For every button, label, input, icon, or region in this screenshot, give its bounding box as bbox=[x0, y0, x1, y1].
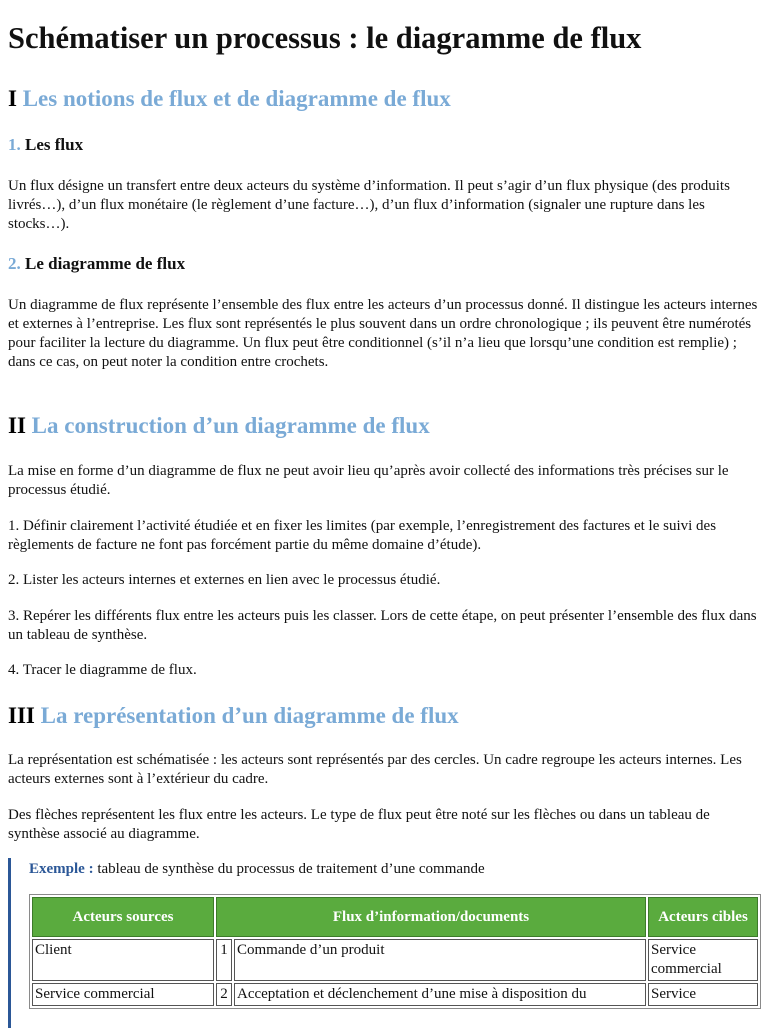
step-4: 4. Tracer le diagramme de flux. bbox=[8, 662, 197, 678]
header-acteurs-sources: Acteurs sources bbox=[32, 897, 214, 937]
example-caption bbox=[29, 860, 485, 879]
section-2-heading bbox=[8, 413, 430, 439]
section-1-number: I bbox=[8, 86, 17, 111]
section-2-number: II bbox=[8, 413, 26, 438]
synthesis-table bbox=[29, 894, 761, 1009]
cell-cible: Service bbox=[648, 983, 758, 1006]
subsection-1-heading bbox=[8, 135, 83, 155]
cell-number: 2 bbox=[216, 983, 232, 1006]
section-1-heading bbox=[8, 86, 451, 112]
section-3-number: III bbox=[8, 703, 35, 728]
table-row bbox=[32, 983, 758, 1006]
step-2: 2. Lister les acteurs internes et externes en lien avec le processus étudié. bbox=[8, 572, 441, 588]
paragraph-fleches: Des flèches représentent les flux entre les acteurs. Le type de flux peut être noté sur les flèches ou dans un tableau de synthèse associé au diagramme. bbox=[8, 807, 710, 842]
page-title: Schématiser un processus : le diagramme de flux bbox=[8, 21, 642, 55]
cell-cible: Service commercial bbox=[648, 939, 758, 981]
subsection-1-number: 1. bbox=[8, 135, 21, 154]
subsection-2-heading bbox=[8, 254, 185, 274]
table-header-row bbox=[32, 897, 758, 937]
example-left-bar bbox=[8, 858, 11, 1028]
cell-flux: Commande d’un produit bbox=[234, 939, 646, 981]
subsection-2-title: Le diagramme de flux bbox=[25, 254, 186, 273]
paragraph-representation: La représentation est schématisée : les acteurs sont représentés par des cercles. Un cadre regroupe les acteurs internes. Les acteurs externes sont à l’extérieur du cadre. bbox=[8, 752, 742, 787]
cell-flux: Acceptation et déclenchement d’une mise à disposition du bbox=[234, 983, 646, 1006]
header-flux: Flux d’information/documents bbox=[216, 897, 646, 937]
cell-source: Client bbox=[32, 939, 214, 981]
subsection-2-number: 2. bbox=[8, 254, 21, 273]
example-label: Exemple : bbox=[29, 861, 94, 877]
paragraph-construction: La mise en forme d’un diagramme de flux ne peut avoir lieu qu’après avoir collecté des informations très précises sur le processus étudié. bbox=[8, 463, 729, 498]
section-3-title: La représentation d’un diagramme de flux bbox=[40, 703, 459, 728]
cell-number: 1 bbox=[216, 939, 232, 981]
cell-source: Service commercial bbox=[32, 983, 214, 1006]
subsection-1-title: Les flux bbox=[25, 135, 84, 154]
section-1-title: Les notions de flux et de diagramme de flux bbox=[22, 86, 451, 111]
example-text: tableau de synthèse du processus de traitement d’une commande bbox=[97, 861, 485, 877]
paragraph-diagramme: Un diagramme de flux représente l’ensemble des flux entre les acteurs d’un processus donné. Il distingue les acteurs internes et externes à l’entreprise. Les flux sont représentés le plus souvent dans un ordre chronologique ; ils peuvent être numérotés pour faciliter la lecture du diagramme. Un flux peut être conditionnel (s’il n’a lieu que lorsqu’une condition est remplie) ; dans ce cas, on peut noter la condition entre crochets. bbox=[8, 297, 758, 370]
header-acteurs-cibles: Acteurs cibles bbox=[648, 897, 758, 937]
section-3-heading bbox=[8, 703, 459, 729]
paragraph-flux: Un flux désigne un transfert entre deux acteurs du système d’information. Il peut s’agir d’un flux physique (des produits livrés…), d’un flux monétaire (le règlement d’une facture…), d’un flux d’information (signaler une rupture dans les stocks…). bbox=[8, 178, 730, 232]
table-row bbox=[32, 939, 758, 981]
step-1: 1. Définir clairement l’activité étudiée et en fixer les limites (par exemple, l’enregistrement des factures et le suivi des règlements de facture ne font pas forcément partie du même domaine d’étude). bbox=[8, 518, 717, 553]
step-3: 3. Repérer les différents flux entre les acteurs puis les classer. Lors de cette étape, on peut présenter l’ensemble des flux dans un tableau de synthèse. bbox=[8, 608, 757, 643]
section-2-title: La construction d’un diagramme de flux bbox=[31, 413, 430, 438]
